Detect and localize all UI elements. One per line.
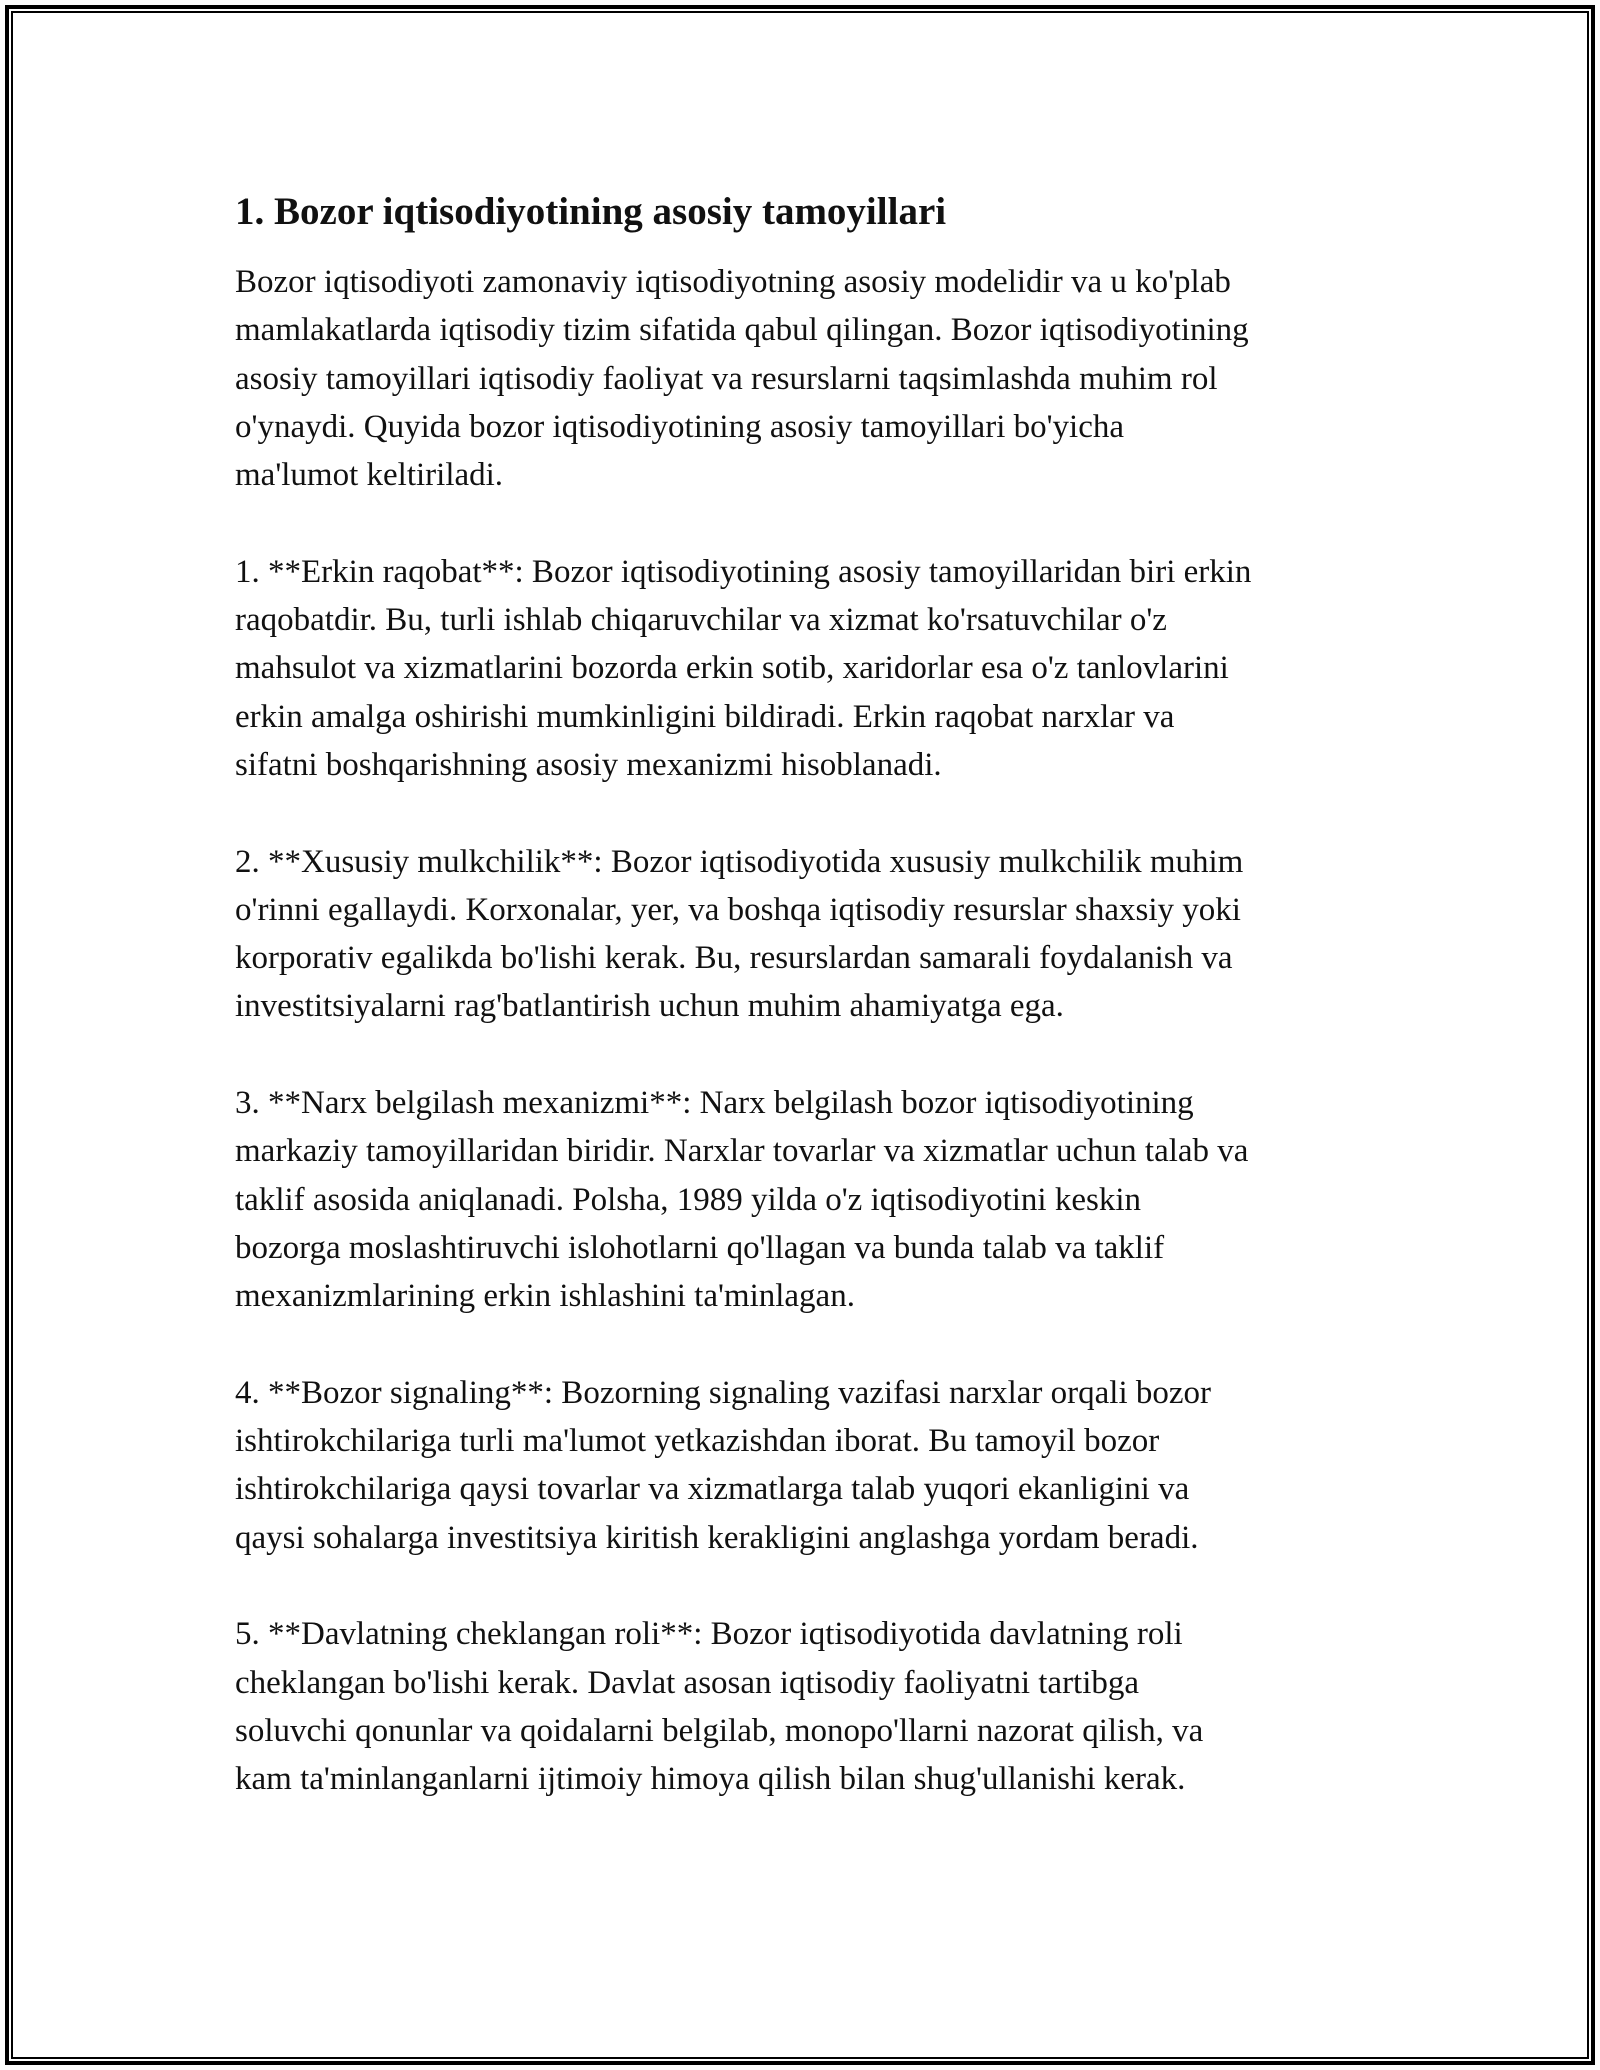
document-title: 1. Bozor iqtisodiyotining asosiy tamoyillari — [235, 190, 947, 233]
principle-market-signaling: 4. **Bozor signaling**: Bozorning signaling vazifasi narxlar orqali bozor ishtirokchilariga turli ma'lumot yetkazishdan iborat. Bu tamoyil bozor ishtirokchilariga qaysi tovarlar va xizmatlarga talab yuqori ekanligini va qaysi sohalarga investitsiya kiritish kerakligini anglashga yordam beradi. — [235, 1374, 1212, 1556]
document-body — [235, 188, 1375, 1804]
intro-paragraph: Bozor iqtisodiyoti zamonaviy iqtisodiyotning asosiy modelidir va u ko'plab mamlakatlarda iqtisodiy tizim sifatida qabul qilingan. Bozor iqtisodiyotining asosiy tamoyillari iqtisodiy faoliyat va resurslarni taqsimlashda muhim rol o'ynaydi. Quyida bozor iqtisodiyotining asosiy tamoyillari bo'yicha ma'lumot keltiriladi. — [235, 264, 1249, 494]
principle-free-competition: 1. **Erkin raqobat**: Bozor iqtisodiyotining asosiy tamoyillaridan biri erkin raqobatdir. Bu, turli ishlab chiqaruvchilar va xizmat ko'rsatuvchilar o'z mahsulot va xizmatlarini bozorda erkin sotib, xaridorlar esa o'z tanlovlarini erkin amalga oshirishi mumkinligini bildiradi. Erkin raqobat narxlar va sifatni boshqarishning asosiy mexanizmi hisoblanadi. — [235, 553, 1252, 783]
principle-price-mechanism: 3. **Narx belgilash mexanizmi**: Narx belgilash bozor iqtisodiyotining markaziy tamoyillaridan biridir. Narxlar tovarlar va xizmatlar uchun talab va taklif asosida aniqlanadi. Polsha, 1989 yilda o'z iqtisodiyotini keskin bozorga moslashtiruvchi islohotlarni qo'llagan va bunda talab va taklif mexanizmlarining erkin ishlashini ta'minlagan. — [235, 1085, 1249, 1315]
principle-private-ownership: 2. **Xususiy mulkchilik**: Bozor iqtisodiyotida xususiy mulkchilik muhim o'rinni egallaydi. Korxonalar, yer, va boshqa iqtisodiy resurslar shaxsiy yoki korporativ egalikda bo'lishi kerak. Bu, resurslardan samarali foydalanish va investitsiyalarni rag'batlantirish uchun muhim ahamiyatga ega. — [235, 843, 1244, 1025]
principle-limited-state-role: 5. **Davlatning cheklangan roli**: Bozor iqtisodiyotida davlatning roli cheklangan bo'lishi kerak. Davlat asosan iqtisodiy faoliyatni tartibga soluvchi qonunlar va qoidalarni belgilab, monopo'llarni nazorat qilish, va kam ta'minlanganlarni ijtimoiy himoya qilish bilan shug'ullanishi kerak. — [235, 1616, 1204, 1798]
